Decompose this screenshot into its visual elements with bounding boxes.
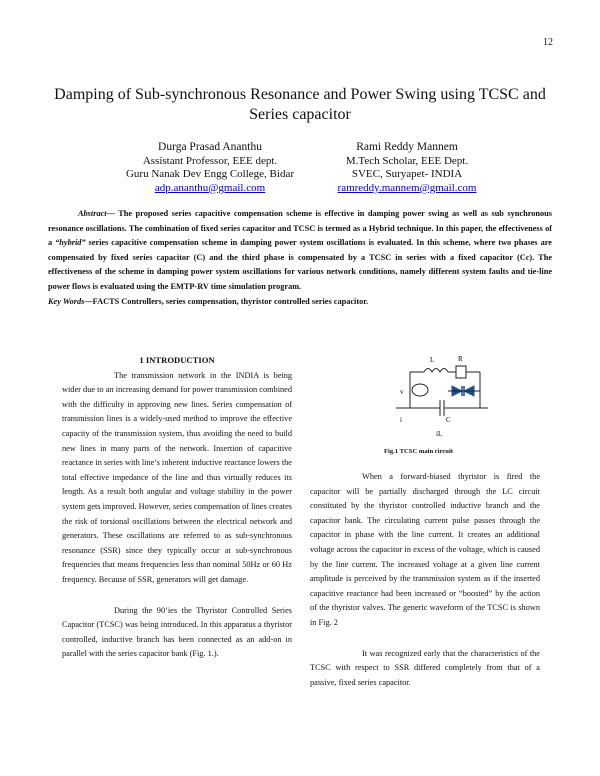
voltage-label: v — [400, 388, 404, 396]
section-heading: 1 INTRODUCTION — [139, 355, 215, 365]
abstract-text: The proposed series capacitive compensation scheme is effective in damping power swing as well as sub synchronous resonance oscillations. The combination of fixed series capacitor and TCSC is termed as a Hybrid technique. In this paper, the effectiveness of a — [48, 209, 552, 248]
figure-tcsc-circuit — [396, 352, 488, 447]
paragraph-intro-3: When a forward-biased thyristor is fired the capacitor will be partially discharged through the LC circuit constituted by the thyristor controlled inductive branch and the capacitor bank. The circulating current pulse passes through the capacitor in phase with the line current. It creates an additional voltage across the capacitor in excess of the voltage, which is caused by the line current. The increased voltage at a given line current amplitude is perceived by the transmission system as if the inserted capacitive reactance had been increased or “boosted” by the action of the thyristor valves. The generic waveform of the TCSC is shown in Fig. 2 — [310, 472, 540, 627]
author-position: Assistant Professor, EEE dept. — [142, 154, 278, 167]
author-block-1 — [110, 141, 310, 195]
author-email-link[interactable]: ramreddy.mannem@gmail.com — [337, 181, 477, 194]
capacitor-label: C — [446, 416, 451, 424]
author-name: Rami Reddy Mannem — [356, 141, 458, 153]
author-name: Durga Prasad Ananthu — [158, 141, 262, 153]
author-affiliation: Guru Nanak Dev Engg College, Bidar — [125, 168, 294, 181]
paragraph-intro-4: It was recognized early that the characteristics of the TCSC with respect to SSR differed completely from that of a passive, fixed series capacitor. — [310, 648, 540, 687]
inductor-label: L — [430, 356, 435, 364]
author-position: M.Tech Scholar, EEE Dept. — [345, 154, 469, 167]
figure-caption: Fig.1 TCSC main circuit — [384, 448, 453, 455]
current-label: i — [400, 416, 402, 424]
author-affiliation: SVEC, Suryapet- INDIA — [351, 168, 463, 181]
capacitor-current-label: iL — [436, 430, 443, 438]
right-column — [310, 470, 540, 690]
paragraph-intro-1: The transmission network in the INDIA is being wider due to an increasing demand for power transmission combined with the difficulty in approving new lines. Series compensation of transmission lines is a widely-used method to improve the effective capacity of the transmission system, thus avoiding the need to build new lines in many parts of the network. Insertion of capacitive reactance in series with line’s inherent inductive reactance lowers the total effective impedance of the line and thus virtually reduces its length. As a result both angular and voltage stability in the power system gets improved. However, series compensation of lines creates the risk of torsional oscillations between the electrical network and generators. These oscillations are referred to as sub-synchronous resonance (SSR) since they typically occur at sub-synchronous frequencies that means frequencies less than nominal 50Hz or 60 Hz frequency. Because of SSR, generators will get damage. — [62, 370, 292, 584]
abstract-hybrid-term: “hybrid” — [55, 238, 86, 248]
page-number: 12 — [543, 37, 553, 48]
keywords-label: Key Words — [48, 296, 85, 306]
abstract-label: Abstract— — [78, 209, 115, 218]
resistor-label: R — [458, 355, 463, 363]
keywords-text: —FACTS Controllers, series compensation, thyristor controlled series capacitor. — [84, 296, 369, 306]
abstract — [48, 207, 552, 309]
paper-title: Damping of Sub-synchronous Resonance and Power Swing using TCSC and Series capacitor — [54, 86, 546, 123]
tcsc-circuit-diagram — [396, 352, 488, 442]
abstract-text-continued: series capacitive compensation scheme in damping power system oscillations is evaluated. In this scheme, where two phases are compensated by fixed series capacitor (C) and the third phase is compensated by a TCSC in series with a fixed capacitor (Cc). The effectiveness of the scheme in damping power system oscillations for various network conditions, namely different system faults and tie-line power flows is evaluated using the EMTP-RV time simulation program. — [48, 238, 552, 291]
author-block-2 — [310, 141, 504, 195]
left-column — [62, 353, 292, 662]
paragraph-intro-2: During the 90’ies the Thyristor Controlled Series Capacitor (TCSC) was being introduced. In this apparatus a thyristor controlled, inductive branch has been connected as an add-on in parallel with the series capacitor bank (Fig. 1.). — [62, 605, 292, 659]
author-email-link[interactable]: adp.ananthu@gmail.com — [154, 181, 266, 194]
